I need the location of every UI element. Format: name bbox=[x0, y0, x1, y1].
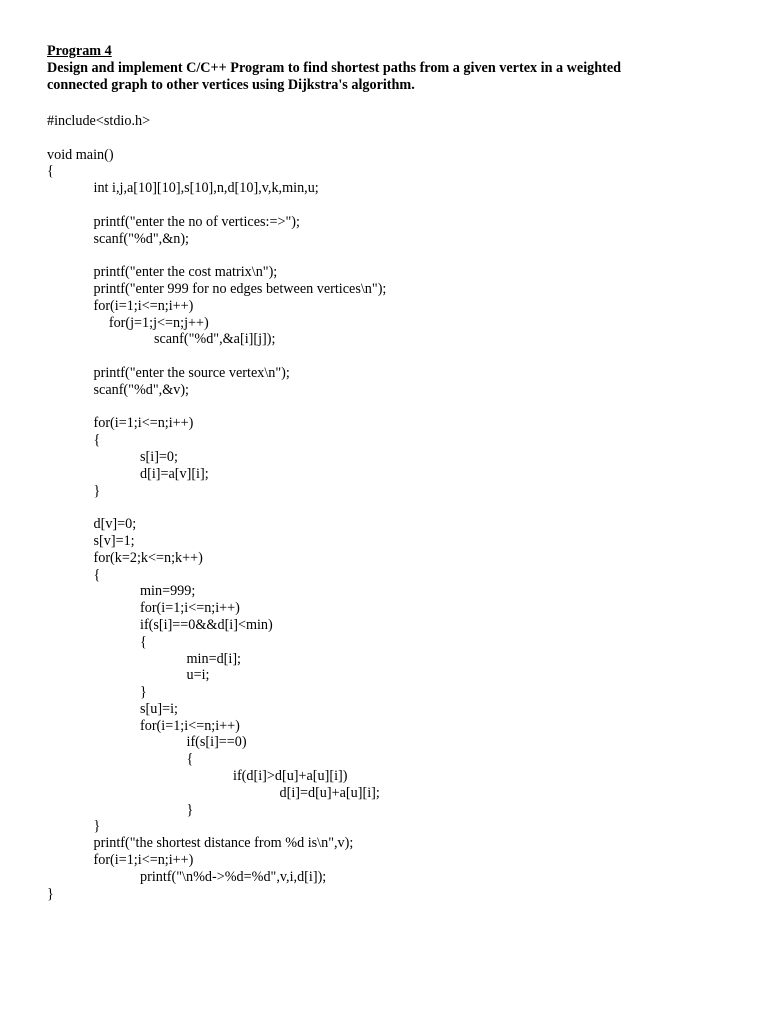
code-line: printf("enter the cost matrix\n"); bbox=[93, 264, 278, 281]
code-line bbox=[47, 130, 737, 147]
code-line: { bbox=[140, 633, 147, 650]
code-line: for(i=1;i<=n;i++) bbox=[140, 717, 240, 734]
document-heading bbox=[47, 43, 737, 94]
code-line: { bbox=[93, 566, 101, 583]
code-line: for(k=2;k<=n;k++) bbox=[93, 549, 203, 566]
code-line bbox=[47, 348, 737, 365]
code-line: s[v]=1; bbox=[93, 532, 135, 549]
code-line: } bbox=[140, 684, 147, 701]
code-line bbox=[47, 247, 737, 264]
code-line: d[v]=0; bbox=[93, 516, 137, 533]
program-title: Program 4 bbox=[47, 43, 112, 59]
code-line: #include<stdio.h> bbox=[47, 113, 151, 129]
code-line: printf("the shortest distance from %d is\n",v); bbox=[93, 835, 354, 852]
code-line: scanf("%d",&a[i][j]); bbox=[153, 331, 276, 348]
code-line: { bbox=[186, 751, 194, 768]
code-line: printf("enter 999 for no edges between vertices\n"); bbox=[93, 280, 387, 297]
code-line: printf("\n%d->%d=%d",v,i,d[i]); bbox=[140, 868, 327, 885]
code-line bbox=[47, 499, 737, 516]
code-line: if(d[i]>d[u]+a[u][i]) bbox=[233, 768, 348, 785]
code-line: } bbox=[93, 818, 101, 835]
code-line: for(i=1;i<=n;i++) bbox=[93, 297, 194, 314]
code-line: { bbox=[47, 163, 54, 180]
code-line: printf("enter the no of vertices:=>"); bbox=[93, 213, 300, 230]
code-line bbox=[47, 399, 737, 416]
code-line: d[i]=d[u]+a[u][i]; bbox=[279, 784, 380, 801]
code-line: for(i=1;i<=n;i++) bbox=[93, 852, 194, 869]
code-line: min=999; bbox=[140, 583, 196, 600]
code-line: printf("enter the source vertex\n"); bbox=[93, 364, 290, 381]
code-line: if(s[i]==0&&d[i]<min) bbox=[140, 616, 273, 633]
source-code-block bbox=[47, 113, 737, 902]
code-line: for(i=1;i<=n;i++) bbox=[140, 600, 240, 617]
code-line: scanf("%d",&v); bbox=[93, 381, 189, 398]
code-line: void main() bbox=[47, 146, 114, 163]
code-line: } bbox=[93, 482, 101, 499]
code-line: } bbox=[47, 885, 54, 902]
code-line: d[i]=a[v][i]; bbox=[140, 465, 209, 482]
code-line: if(s[i]==0) bbox=[186, 734, 247, 751]
program-description-line-2: connected graph to other vertices using Dijkstra's algorithm. bbox=[47, 77, 415, 93]
code-line: { bbox=[93, 432, 101, 449]
code-line: } bbox=[186, 801, 194, 818]
code-line: s[u]=i; bbox=[140, 700, 178, 717]
code-line: u=i; bbox=[186, 667, 210, 684]
code-line: s[i]=0; bbox=[140, 448, 178, 465]
code-line bbox=[47, 197, 737, 214]
code-line: scanf("%d",&n); bbox=[93, 230, 189, 247]
code-line: int i,j,a[10][10],s[10],n,d[10],v,k,min,u; bbox=[93, 180, 319, 197]
code-line: min=d[i]; bbox=[186, 650, 241, 667]
code-line: for(j=1;j<=n;j++) bbox=[108, 314, 209, 331]
program-description-line-1: Design and implement C/C++ Program to find shortest paths from a given vertex in a weighted bbox=[47, 60, 622, 76]
code-line: for(i=1;i<=n;i++) bbox=[93, 415, 194, 432]
